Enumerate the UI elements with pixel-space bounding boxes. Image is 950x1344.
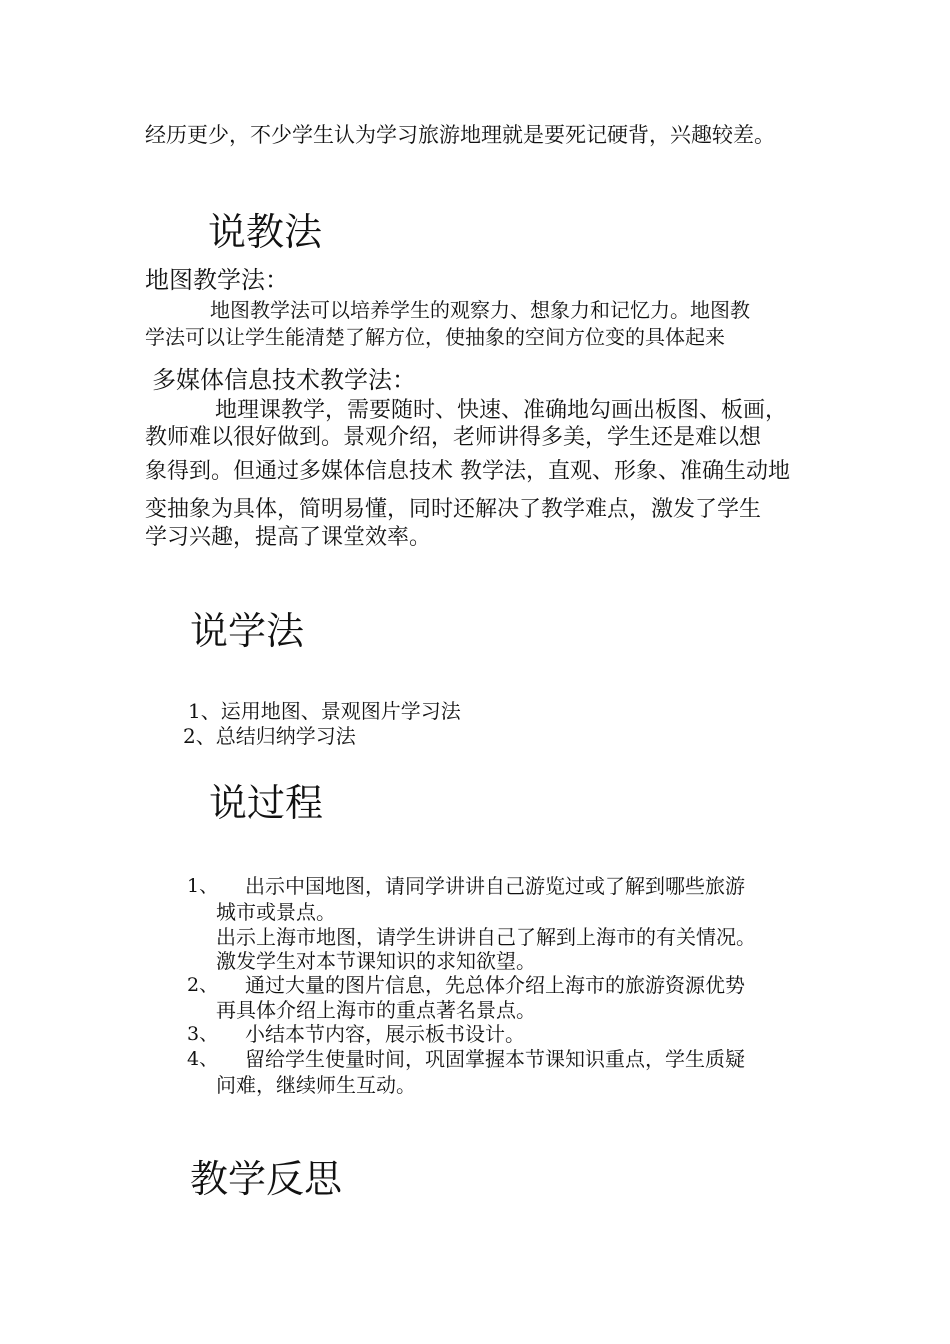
teaching-method-heading: 说教法: [208, 210, 323, 254]
process-item-line: 城市或景点。: [216, 900, 336, 924]
learning-method-heading: 说学法: [190, 609, 305, 653]
intro-line: 经历更少，不少学生认为学习旅游地理就是要死记硬背，兴趣较差。: [145, 123, 775, 147]
multimedia-method-line: 象得到。但通过多媒体信息技术 教学法，直观、形象、准确生动地: [145, 459, 790, 484]
process-item-line: 通过大量的图片信息，先总体介绍上海市的旅游资源优势: [245, 973, 745, 997]
process-item-number: 3、: [187, 1023, 219, 1045]
reflection-heading: 教学反思: [190, 1157, 343, 1201]
process-heading: 说过程: [209, 781, 324, 825]
process-item-line: 留给学生使量时间，巩固掌握本节课知识重点，学生质疑: [245, 1047, 745, 1071]
process-item-line: 出示中国地图，请同学讲讲自己游览过或了解到哪些旅游: [245, 874, 745, 898]
process-item-line: 小结本节内容，展示板书设计。: [245, 1022, 525, 1046]
learning-method-item: 1、运用地图、景观图片学习法: [188, 699, 461, 723]
multimedia-method-title: 多媒体信息技术教学法：: [152, 366, 416, 394]
multimedia-method-line: 学习兴趣，提高了课堂效率。: [145, 525, 432, 550]
process-item-line: 问难，继续师生互动。: [216, 1073, 416, 1097]
process-item-line: 再具体介绍上海市的重点著名景点。: [216, 998, 536, 1022]
process-item-number: 1、: [187, 875, 219, 897]
process-item-line: 出示上海市地图，请学生讲讲自己了解到上海市的有关情况。: [216, 925, 756, 949]
process-item-number: 2、: [187, 974, 219, 996]
multimedia-method-line: 变抽象为具体，简明易懂，同时还解决了教学难点，激发了学生: [145, 497, 762, 522]
multimedia-method-line: 教师难以很好做到。景观介绍，老师讲得多美，学生还是难以想: [145, 425, 762, 450]
process-item-line: 激发学生对本节课知识的求知欲望。: [216, 949, 536, 973]
multimedia-method-line: 地理课教学，需要随时、快速、准确地勾画出板图、板画，: [215, 398, 788, 423]
learning-method-item: 2、总结归纳学习法: [183, 724, 356, 748]
map-method-line: 学法可以让学生能清楚了解方位，使抽象的空间方位变的具体起来: [145, 325, 725, 349]
process-item-number: 4、: [187, 1048, 219, 1070]
map-method-line: 地图教学法可以培养学生的观察力、想象力和记忆力。地图教: [210, 298, 750, 322]
map-method-title: 地图教学法：: [145, 266, 289, 294]
